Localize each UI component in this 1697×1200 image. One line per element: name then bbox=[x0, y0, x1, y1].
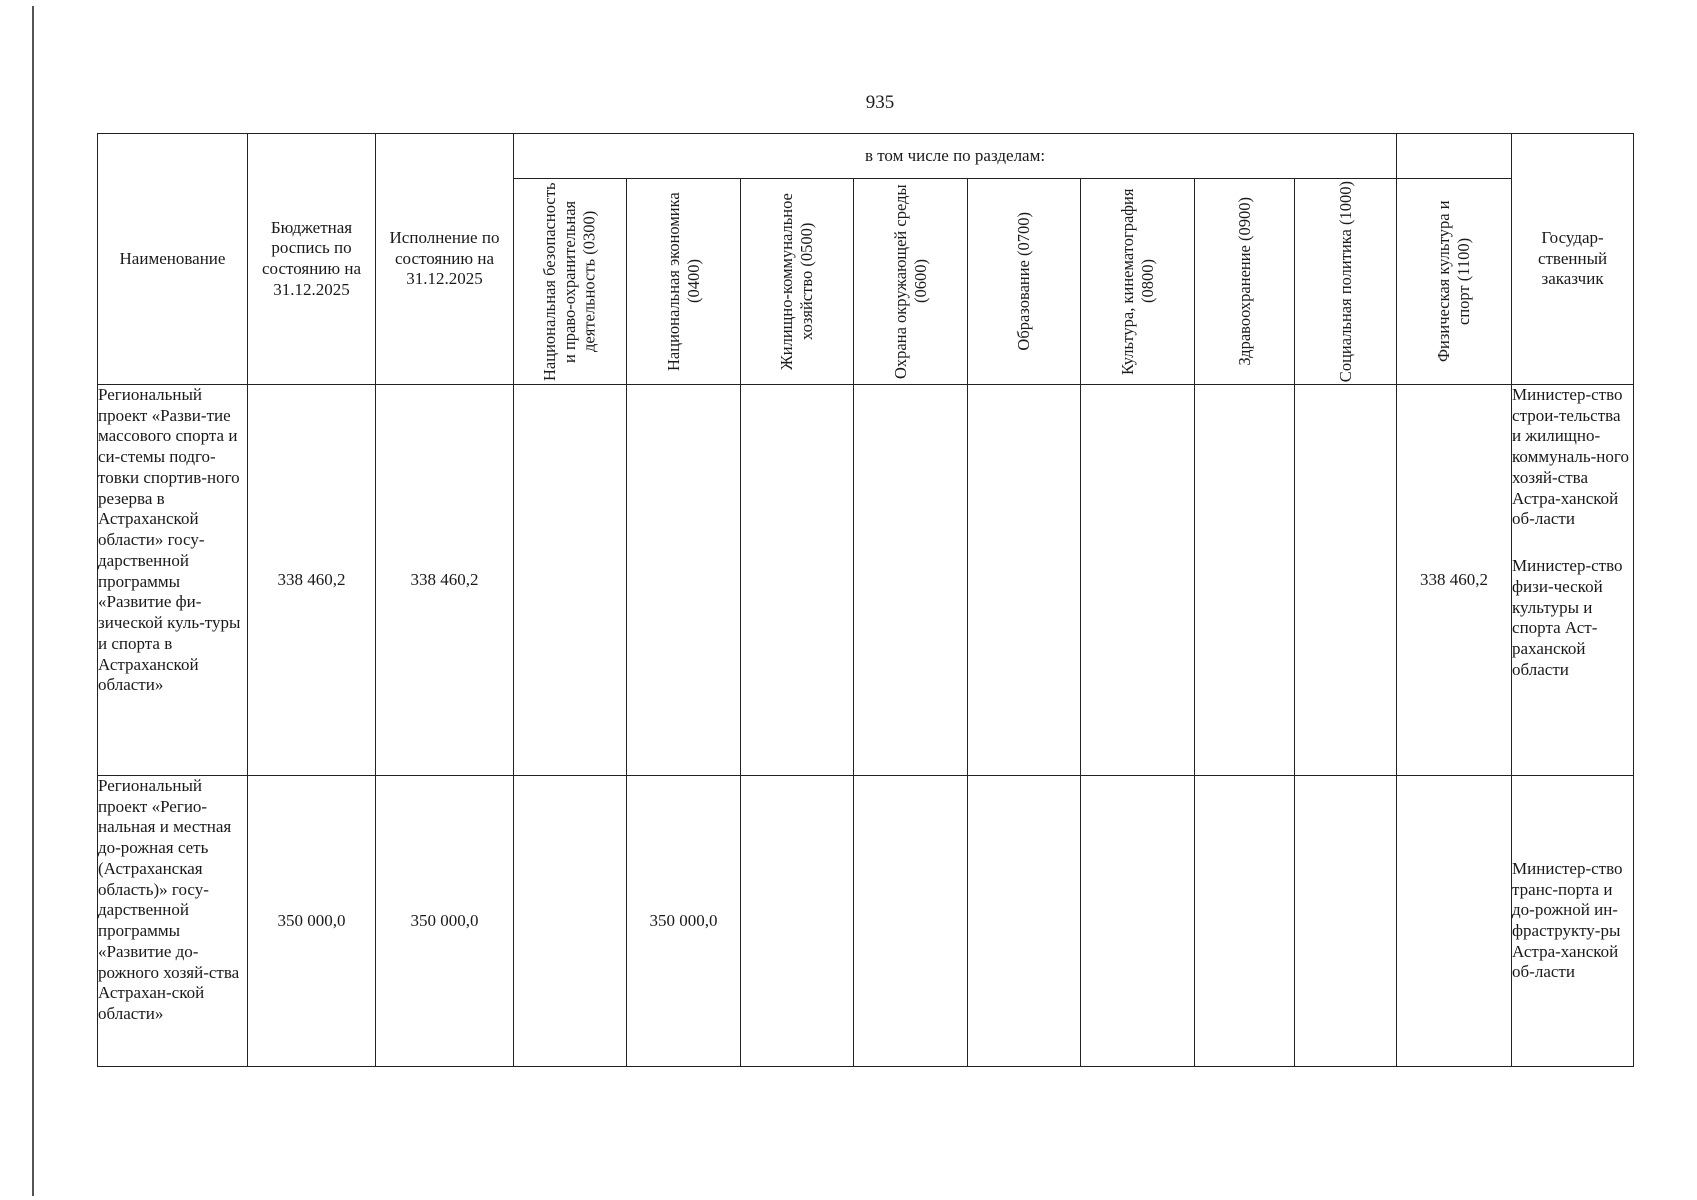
row-name: Региональный проект «Регио-нальная и местная до-рожная сеть (Астраханская область)» госу-дарственной программы «Развитие до-рожного хозяй-ства Астрахан-ской области» bbox=[98, 776, 248, 1067]
header-section-label: Здравоохранение (0900) bbox=[1234, 197, 1254, 366]
header-section-0900 bbox=[1195, 179, 1295, 385]
header-section-0800 bbox=[1081, 179, 1195, 385]
scan-edge-line bbox=[32, 6, 34, 1196]
row-execution: 338 460,2 bbox=[376, 385, 514, 776]
header-section-label: Образование (0700) bbox=[1014, 212, 1034, 351]
header-section-0400 bbox=[627, 179, 741, 385]
row-execution: 350 000,0 bbox=[376, 776, 514, 1067]
header-section-label: Охрана окружающей среды (0600) bbox=[890, 184, 930, 379]
header-execution: Исполнение по состоянию на 31.12.2025 bbox=[376, 134, 514, 385]
row-customer bbox=[1512, 776, 1634, 1067]
customer-entry: Министер-ство строи-тельства и жилищно-коммуналь-ного хозяй-ства Астра-ханской об-ласти bbox=[1512, 385, 1629, 529]
row-section-0400 bbox=[627, 385, 741, 776]
header-section-0500 bbox=[741, 179, 854, 385]
header-section-1000 bbox=[1295, 179, 1397, 385]
header-sections-group: в том числе по разделам: bbox=[514, 134, 1397, 179]
row-budget-plan: 350 000,0 bbox=[248, 776, 376, 1067]
customer-entry: Министер-ство физи-ческой культуры и спорта Аст-раханской области bbox=[1512, 556, 1623, 679]
header-section-0700 bbox=[968, 179, 1081, 385]
row-section-1000 bbox=[1295, 385, 1397, 776]
header-budget-plan: Бюджетная роспись по состоянию на 31.12.2025 bbox=[248, 134, 376, 385]
header-section-label: Национальная экономика (0400) bbox=[663, 192, 703, 371]
header-section-label: Культура, кинематография (0800) bbox=[1117, 188, 1157, 375]
row-section-0500 bbox=[741, 776, 854, 1067]
header-section-0600 bbox=[854, 179, 968, 385]
row-section-0700 bbox=[968, 385, 1081, 776]
row-section-0700 bbox=[968, 776, 1081, 1067]
row-section-1100 bbox=[1397, 776, 1512, 1067]
table-row bbox=[98, 385, 1634, 776]
header-section-label: Физическая культура и спорт (1100) bbox=[1434, 200, 1474, 363]
header-customer: Государ-ственный заказчик bbox=[1512, 134, 1634, 385]
page-number: 935 bbox=[865, 92, 895, 113]
table-row bbox=[98, 776, 1634, 1067]
row-section-0800 bbox=[1081, 776, 1195, 1067]
row-section-0300 bbox=[514, 776, 627, 1067]
header-section-1100 bbox=[1397, 179, 1512, 385]
row-section-0300 bbox=[514, 385, 627, 776]
header-name: Наименование bbox=[98, 134, 248, 385]
budget-table bbox=[97, 133, 1634, 1067]
row-section-1000 bbox=[1295, 776, 1397, 1067]
row-section-0600 bbox=[854, 385, 968, 776]
row-section-0500 bbox=[741, 385, 854, 776]
row-section-0900 bbox=[1195, 385, 1295, 776]
row-customer bbox=[1512, 385, 1634, 776]
header-section-label: Социальная политика (1000) bbox=[1335, 180, 1355, 383]
row-budget-plan: 338 460,2 bbox=[248, 385, 376, 776]
header-section-label: Национальная безопасность и право-охранительная деятельность (0300) bbox=[540, 182, 599, 381]
row-section-0800 bbox=[1081, 385, 1195, 776]
header-section-label: Жилищно-коммунальное хозяйство (0500) bbox=[777, 193, 816, 370]
row-section-0600 bbox=[854, 776, 968, 1067]
customer-entry: Министер-ство транс-порта и до-рожной ин-фраструкту-ры Астра-ханской об-ласти bbox=[1512, 858, 1623, 982]
row-section-0400: 350 000,0 bbox=[627, 776, 741, 1067]
header-section-0300 bbox=[514, 179, 627, 385]
row-section-1100: 338 460,2 bbox=[1397, 385, 1512, 776]
row-section-0900 bbox=[1195, 776, 1295, 1067]
header-sections-group-continued bbox=[1397, 134, 1512, 179]
row-name: Региональный проект «Разви-тие массового спорта и си-стемы подго-товки спортив-ного резерва в Астраханской области» госу-дарственной программы «Развитие фи-зической куль-туры и спорта в Астраханской области» bbox=[98, 385, 248, 776]
